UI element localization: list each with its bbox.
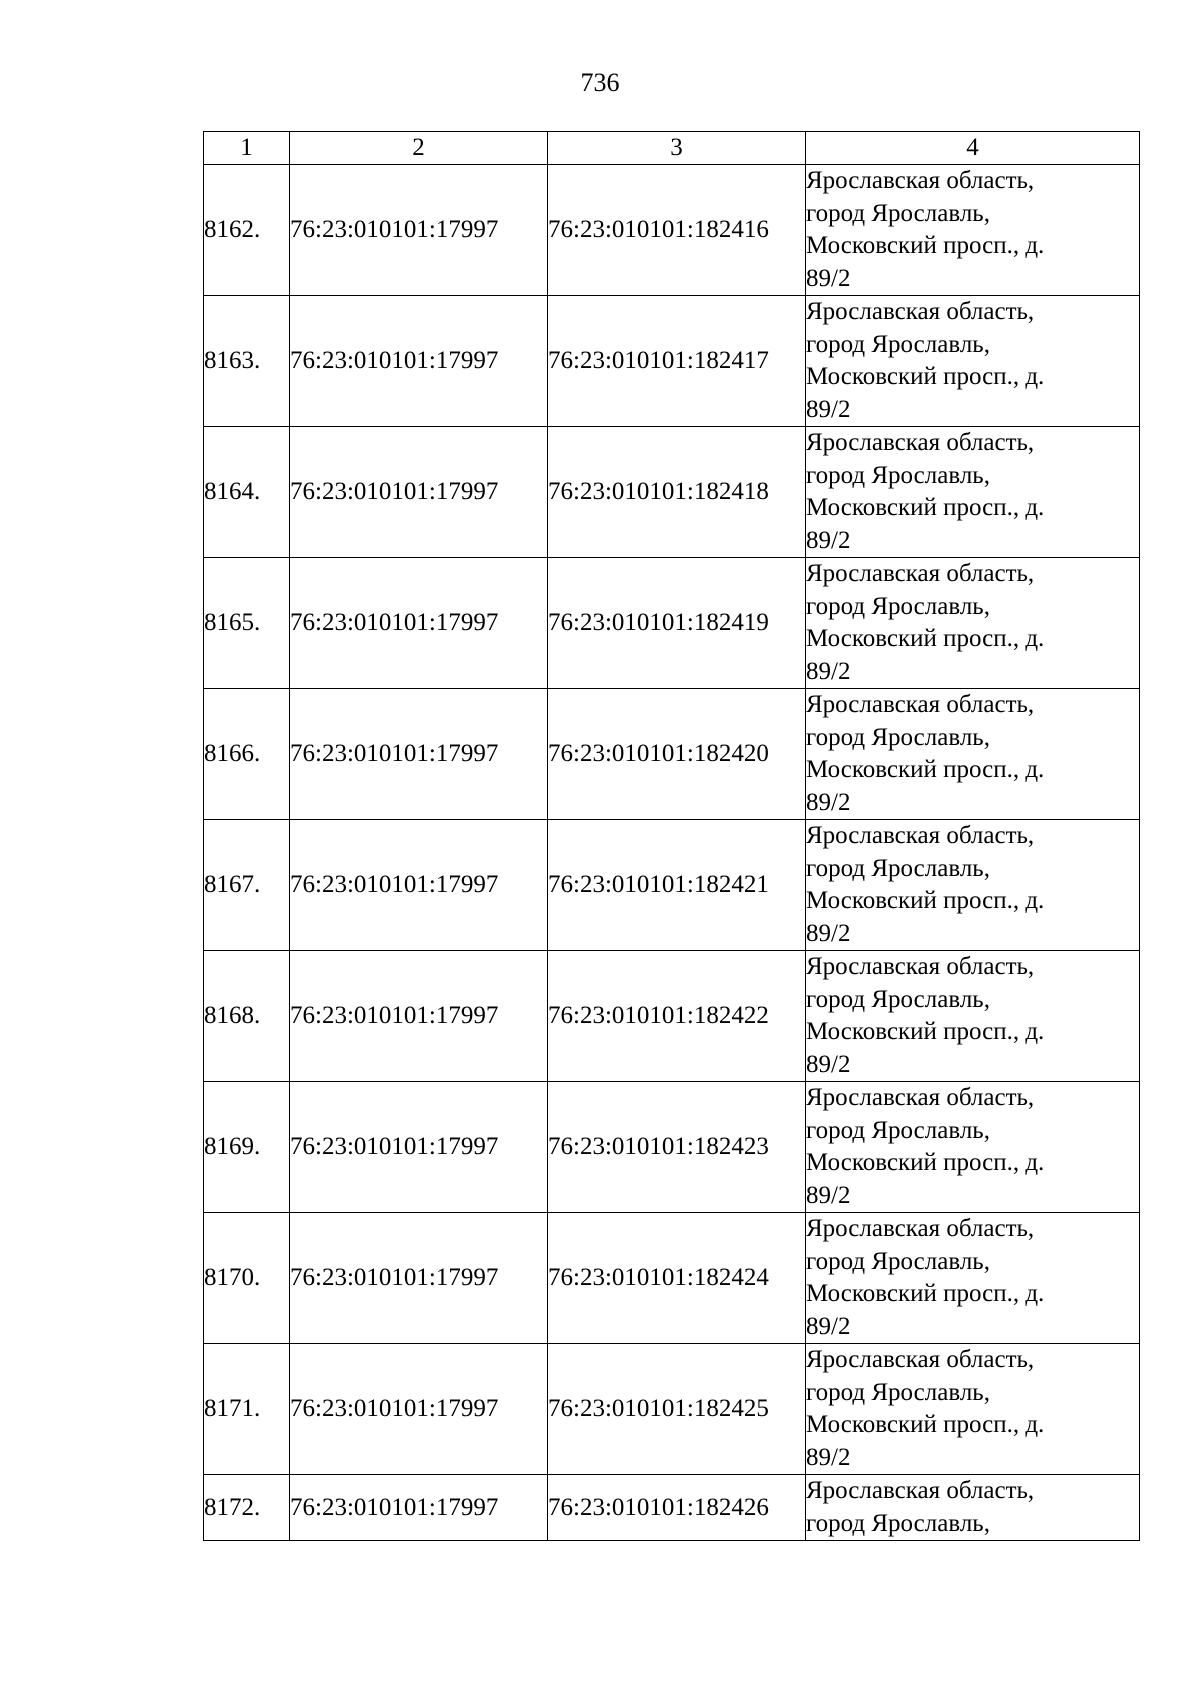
address-line: 89/2 xyxy=(806,264,851,292)
address-line: 89/2 xyxy=(806,1443,851,1471)
row-number: 8164. xyxy=(204,427,290,558)
address-line: Московский просп., д. xyxy=(806,1411,1045,1438)
parent-cadastral-number: 76:23:010101:17997 xyxy=(290,689,548,820)
address-cell xyxy=(806,1213,1140,1344)
table-row xyxy=(204,427,1140,558)
parent-cadastral-number: 76:23:010101:17997 xyxy=(290,1344,548,1475)
address-cell xyxy=(806,820,1140,951)
address-line: Ярославская область, xyxy=(806,167,1035,194)
cadastral-number: 76:23:010101:182423 xyxy=(548,1082,806,1213)
cadastral-number: 76:23:010101:182416 xyxy=(548,165,806,296)
address-line: Ярославская область, xyxy=(806,1215,1035,1242)
address-line: Московский просп., д. xyxy=(806,1018,1045,1045)
table-row xyxy=(204,1082,1140,1213)
page-number: 736 xyxy=(580,68,620,97)
address-line: Московский просп., д. xyxy=(806,1280,1045,1307)
cadastral-number: 76:23:010101:182418 xyxy=(548,427,806,558)
table-row xyxy=(204,1213,1140,1344)
cadastral-number: 76:23:010101:182422 xyxy=(548,951,806,1082)
address-line: Московский просп., д. xyxy=(806,756,1045,783)
address-line: Ярославская область, xyxy=(806,560,1035,587)
address-line: Московский просп., д. xyxy=(806,887,1045,914)
address-cell xyxy=(806,558,1140,689)
parent-cadastral-number: 76:23:010101:17997 xyxy=(290,558,548,689)
address-line: 89/2 xyxy=(806,788,851,816)
parent-cadastral-number: 76:23:010101:17997 xyxy=(290,427,548,558)
parent-cadastral-number: 76:23:010101:17997 xyxy=(290,1475,548,1541)
address-cell xyxy=(806,1475,1140,1541)
row-number: 8167. xyxy=(204,820,290,951)
parent-cadastral-number: 76:23:010101:17997 xyxy=(290,1213,548,1344)
address-cell xyxy=(806,689,1140,820)
row-number: 8169. xyxy=(204,1082,290,1213)
address-line: Московский просп., д. xyxy=(806,363,1045,390)
parent-cadastral-number: 76:23:010101:17997 xyxy=(290,951,548,1082)
address-line: город Ярославль, xyxy=(806,1509,990,1537)
column-header-1: 1 xyxy=(204,132,290,165)
table-header-row xyxy=(204,132,1140,165)
cadastral-table xyxy=(203,131,1140,1541)
column-header-4: 4 xyxy=(806,132,1140,165)
address-line: Ярославская область, xyxy=(806,429,1035,456)
address-cell xyxy=(806,1082,1140,1213)
address-line: 89/2 xyxy=(806,1181,851,1209)
table-row xyxy=(204,558,1140,689)
row-number: 8170. xyxy=(204,1213,290,1344)
cadastral-number: 76:23:010101:182425 xyxy=(548,1344,806,1475)
address-line: Ярославская область, xyxy=(806,953,1035,980)
address-cell xyxy=(806,296,1140,427)
address-line: 89/2 xyxy=(806,657,851,685)
address-line: 89/2 xyxy=(806,1312,851,1340)
address-cell xyxy=(806,165,1140,296)
table-row xyxy=(204,1475,1140,1541)
address-line: 89/2 xyxy=(806,395,851,423)
row-number: 8168. xyxy=(204,951,290,1082)
address-line: Ярославская область, xyxy=(806,691,1035,718)
row-number: 8163. xyxy=(204,296,290,427)
address-line: город Ярославль, xyxy=(806,330,990,358)
address-line: Московский просп., д. xyxy=(806,625,1045,652)
cadastral-number: 76:23:010101:182426 xyxy=(548,1475,806,1541)
address-line: Ярославская область, xyxy=(806,1477,1035,1504)
row-number: 8166. xyxy=(204,689,290,820)
address-cell xyxy=(806,951,1140,1082)
address-line: 89/2 xyxy=(806,1050,851,1078)
table-row xyxy=(204,951,1140,1082)
table-row xyxy=(204,1344,1140,1475)
parent-cadastral-number: 76:23:010101:17997 xyxy=(290,165,548,296)
address-line: Ярославская область, xyxy=(806,1084,1035,1111)
row-number: 8162. xyxy=(204,165,290,296)
address-line: 89/2 xyxy=(806,526,851,554)
cadastral-number: 76:23:010101:182419 xyxy=(548,558,806,689)
address-line: Ярославская область, xyxy=(806,1346,1035,1373)
address-line: город Ярославль, xyxy=(806,985,990,1013)
address-cell xyxy=(806,427,1140,558)
row-number: 8171. xyxy=(204,1344,290,1475)
address-line: Московский просп., д. xyxy=(806,1149,1045,1176)
cadastral-number: 76:23:010101:182421 xyxy=(548,820,806,951)
table-row xyxy=(204,296,1140,427)
address-line: город Ярославль, xyxy=(806,854,990,882)
parent-cadastral-number: 76:23:010101:17997 xyxy=(290,296,548,427)
address-line: Ярославская область, xyxy=(806,298,1035,325)
address-line: город Ярославль, xyxy=(806,1247,990,1275)
column-header-3: 3 xyxy=(548,132,806,165)
table-row xyxy=(204,820,1140,951)
address-line: город Ярославль, xyxy=(806,723,990,751)
row-number: 8165. xyxy=(204,558,290,689)
address-line: город Ярославль, xyxy=(806,1116,990,1144)
row-number: 8172. xyxy=(204,1475,290,1541)
address-line: Московский просп., д. xyxy=(806,232,1045,259)
parent-cadastral-number: 76:23:010101:17997 xyxy=(290,820,548,951)
address-line: Московский просп., д. xyxy=(806,494,1045,521)
address-line: 89/2 xyxy=(806,919,851,947)
table-row xyxy=(204,165,1140,296)
address-line: город Ярославль, xyxy=(806,461,990,489)
table-row xyxy=(204,689,1140,820)
cadastral-number: 76:23:010101:182424 xyxy=(548,1213,806,1344)
cadastral-number: 76:23:010101:182417 xyxy=(548,296,806,427)
address-line: город Ярославль, xyxy=(806,199,990,227)
column-header-2: 2 xyxy=(290,132,548,165)
cadastral-number: 76:23:010101:182420 xyxy=(548,689,806,820)
address-line: Ярославская область, xyxy=(806,822,1035,849)
parent-cadastral-number: 76:23:010101:17997 xyxy=(290,1082,548,1213)
address-line: город Ярославль, xyxy=(806,592,990,620)
address-cell xyxy=(806,1344,1140,1475)
address-line: город Ярославль, xyxy=(806,1378,990,1406)
